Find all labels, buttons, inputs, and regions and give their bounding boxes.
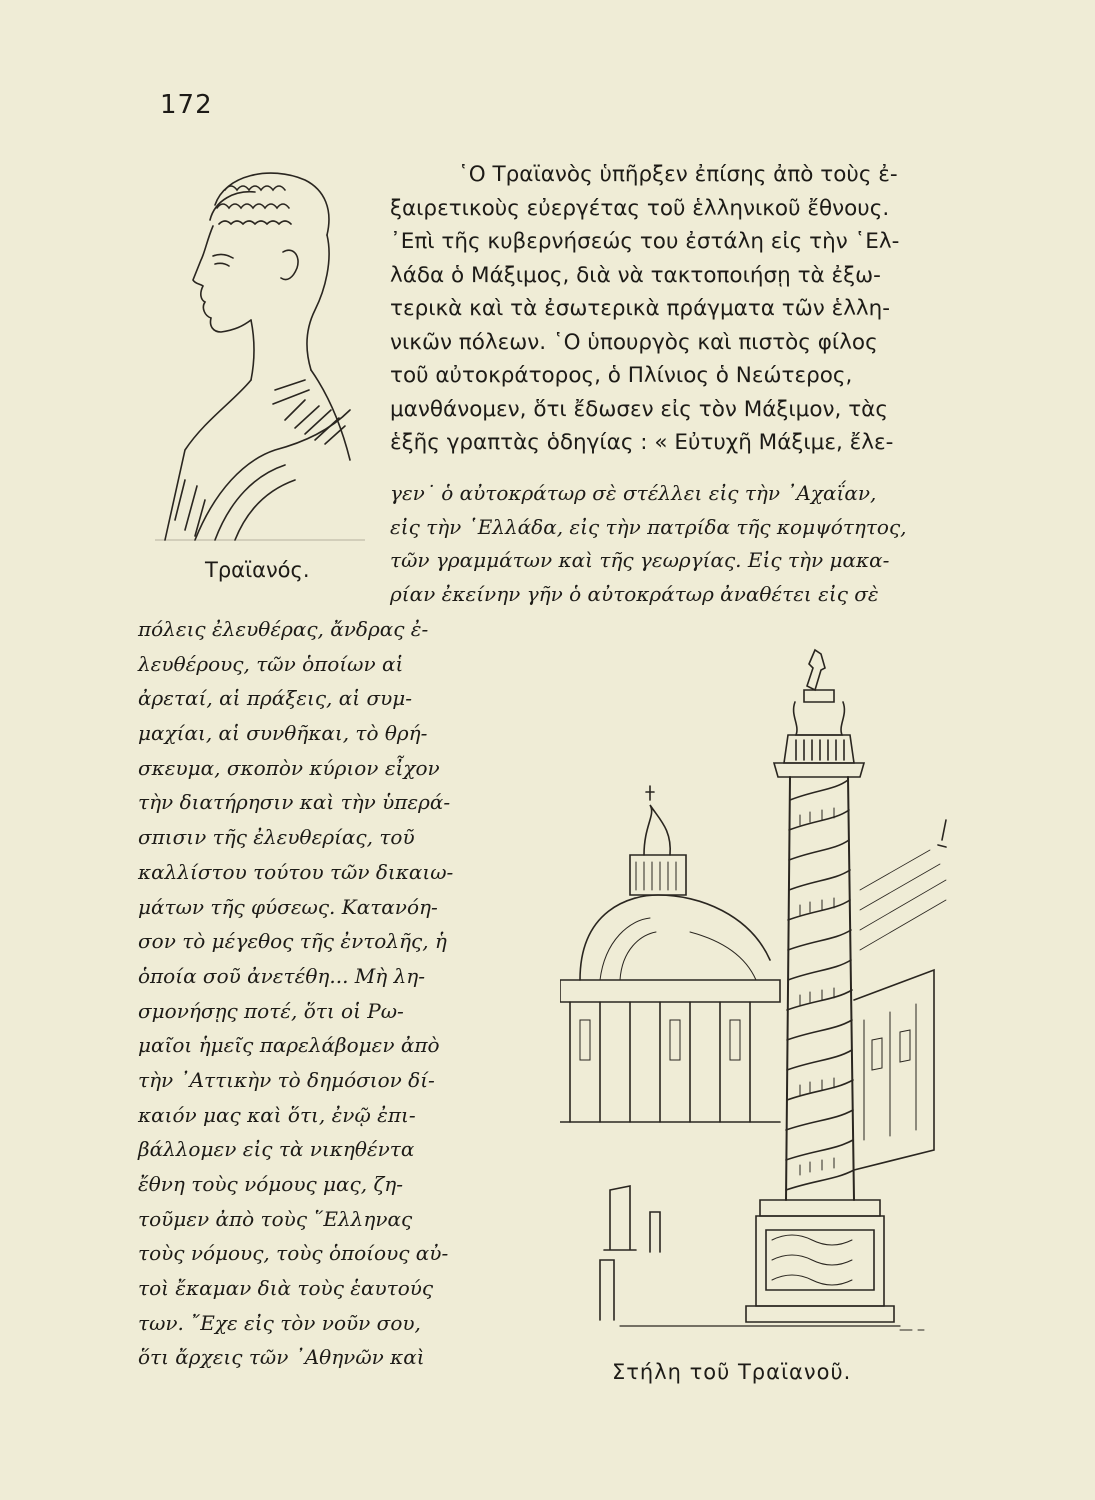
text-line: σον τὸ μέγεθος τῆς ἐντολῆς, ἡ [138, 929, 447, 954]
text-line: ἔθνη τοὺς νόμους μας, ζη- [138, 1172, 404, 1196]
text-line: γεν˙ ὁ αὐτοκράτωρ σὲ στέλλει εἰς τὴν ᾿Αχαΐαν, [390, 481, 877, 505]
text-line: ἑξῆς γραπτὰς ὁδηγίας : « Εὐτυχῆ Μάξιμε, ἔλε- [390, 430, 894, 455]
portrait-caption: Τραϊανός. [205, 558, 310, 582]
text-line: καλλίστου τούτου τῶν δικαιω- [138, 859, 454, 884]
text-line: ξαιρετικοὺς εὐεργέτας τοῦ ἑλληνικοῦ ἔθνους. [390, 195, 890, 221]
text-line: καιόν μας καὶ ὅτι, ἐνῷ ἐπι- [138, 1102, 416, 1127]
text-line: τῶν γραμμάτων καὶ τῆς γεωργίας. Εἰς τὴν μακα- [390, 548, 890, 572]
trajan-column-illustration [560, 640, 950, 1360]
text-line: τερικὰ καὶ τὰ ἐσωτερικὰ πράγματα τῶν ἑλλη- [390, 296, 891, 321]
text-line: τοὶ ἔκαμαν διὰ τοὺς ἑαυτούς [138, 1276, 434, 1301]
text-line: των. ῎Εχε εἰς τὸν νοῦν σου, [138, 1310, 421, 1335]
main-text-upright [390, 158, 1020, 460]
main-text-italic [390, 477, 1020, 611]
page-number: 172 [160, 90, 213, 120]
text-line: βάλλομεν εἰς τὰ νικηθέντα [138, 1137, 415, 1162]
text-line: ἀρεταί, αἱ πράξεις, αἱ συμ- [138, 686, 413, 711]
text-line: τοῦ αὐτοκράτορος, ὁ Πλίνιος ὁ Νεώτερος, [390, 363, 853, 388]
text-line: ὅτι ἄρχεις τῶν ᾿Αθηνῶν καὶ [138, 1345, 425, 1370]
text-line: πόλεις ἐλευθέρας, ἄνδρας ἐ- [138, 617, 429, 641]
column-caption: Στήλη τοῦ Τραϊανοῦ. [612, 1360, 852, 1384]
text-line: τοῦμεν ἀπὸ τοὺς ῞Ελληνας [138, 1206, 413, 1231]
trajan-portrait-illustration [155, 160, 365, 555]
text-line: ᾿Επὶ τῆς κυβερνήσεώς του ἐστάλη εἰς τὴν ῾Ελ- [390, 229, 900, 254]
text-line: λευθέρους, τῶν ὁποίων αἱ [138, 651, 404, 676]
text-line: τὴν ᾿Αττικὴν τὸ δημόσιον δί- [138, 1067, 435, 1092]
text-line: ὁποία σοῦ ἀνετέθη... Μὴ λη- [138, 963, 426, 988]
text-line: τὴν διατήρησιν καὶ τὴν ὑπερά- [138, 790, 451, 815]
text-line: μαχίαι, αἱ συνθῆκαι, τὸ θρή- [138, 721, 428, 746]
text-line: μανθάνομεν, ὅτι ἔδωσεν εἰς τὸν Μάξιμον, τὰς [390, 396, 888, 422]
text-line: σπισιν τῆς ἐλευθερίας, τοῦ [138, 825, 415, 850]
text-line: ρίαν ἐκείνην γῆν ὁ αὐτοκράτωρ ἀναθέτει εἰς σὲ [390, 581, 879, 606]
left-column-text [138, 612, 518, 1375]
text-line: νικῶν πόλεων. ῾Ο ὑπουργὸς καὶ πιστὸς φίλος [390, 329, 878, 355]
text-line: λάδα ὁ Μάξιμος, διὰ νὰ τακτοποιήσῃ τὰ ἐξω- [390, 262, 881, 288]
text-line: μάτων τῆς φύσεως. Κατανόη- [138, 894, 438, 919]
text-line: εἰς τὴν ῾Ελλάδα, εἰς τὴν πατρίδα τῆς κομψότητος, [390, 514, 907, 539]
text-line: μαῖοι ἡμεῖς παρελάβομεν ἀπὸ [138, 1033, 440, 1058]
text-line: ῾Ο Τραϊανὸς ὑπῆρξεν ἐπίσης ἀπὸ τοὺς ἐ- [458, 162, 898, 187]
text-line: τοὺς νόμους, τοὺς ὁποίους αὐ- [138, 1241, 449, 1266]
text-line: σμονήσῃς ποτέ, ὅτι οἱ Ρω- [138, 998, 404, 1023]
text-line: σκευμα, σκοπὸν κύριον εἶχον [138, 755, 440, 780]
